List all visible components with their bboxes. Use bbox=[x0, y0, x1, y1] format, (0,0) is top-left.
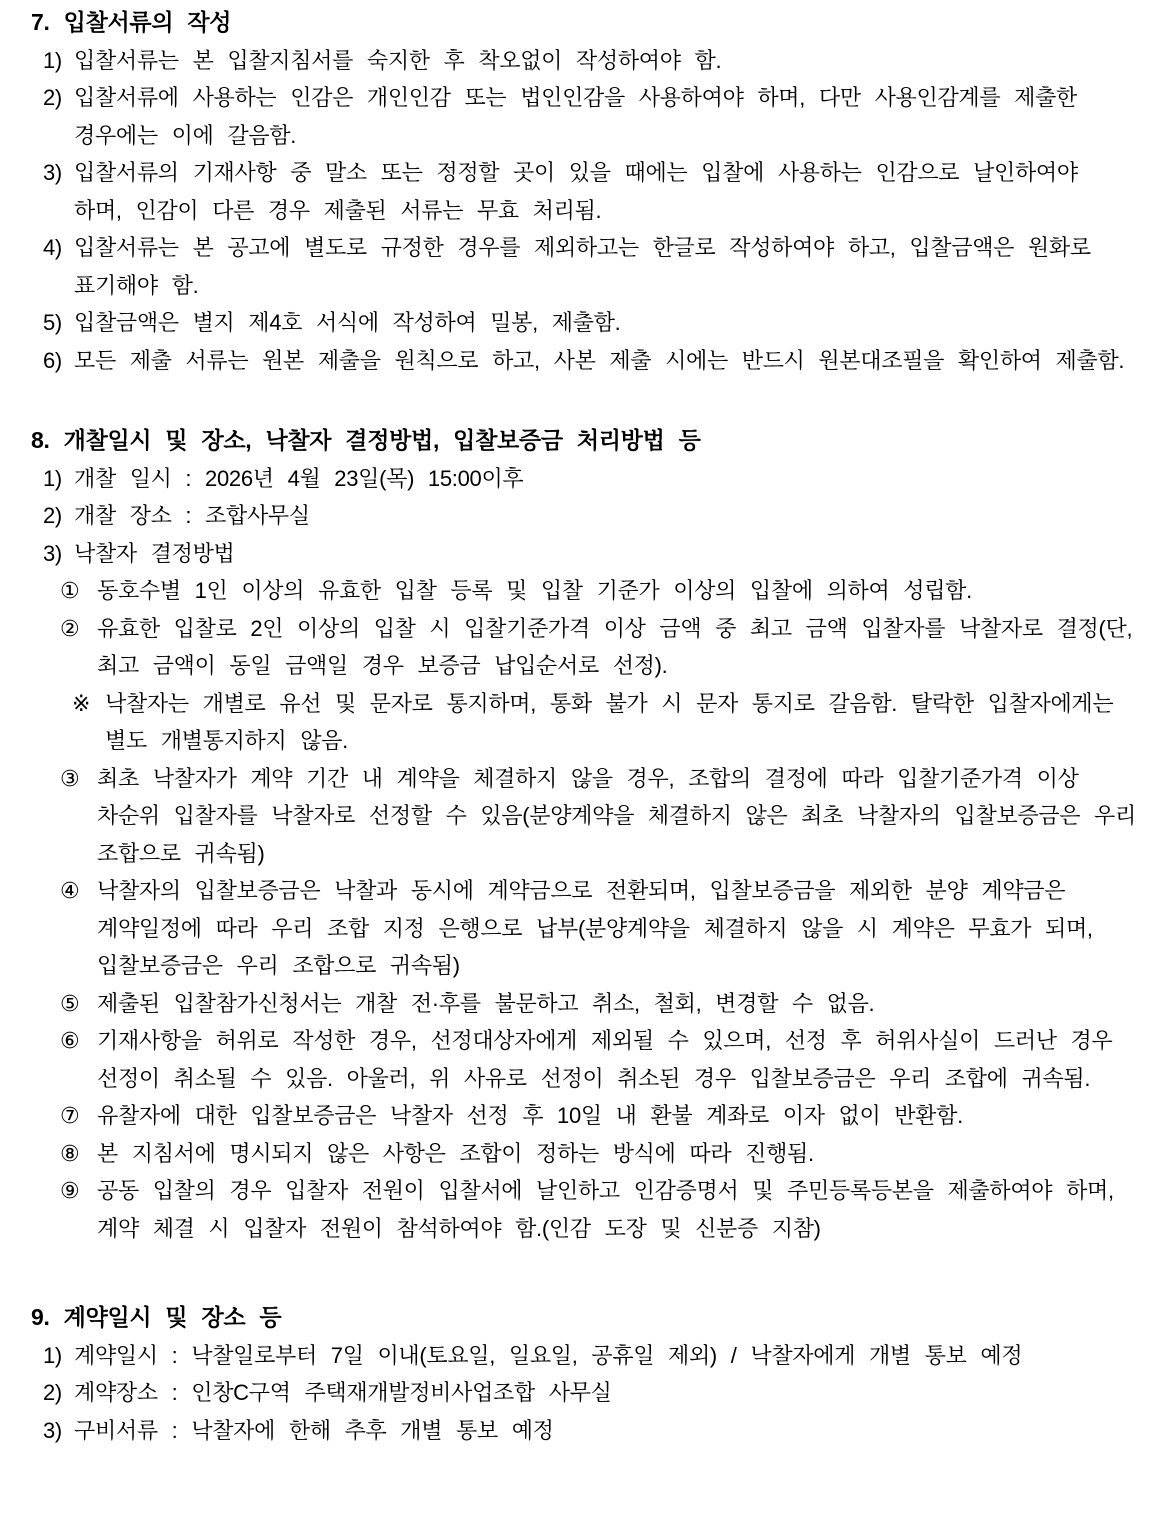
section-8 bbox=[31, 422, 1138, 1247]
item-marker: 3) bbox=[43, 540, 62, 566]
item-text: 공동 입찰의 경우 입찰자 전원이 입찰서에 날인하고 인감증명서 및 주민등록등본을 제출하여야 하며, 계약 체결 시 입찰자 전원이 참석하여야 함.(인감 도장 및 신분증 지참) bbox=[97, 1178, 1114, 1241]
s8-subitem-8 bbox=[60, 1135, 1138, 1173]
s9-item-1 bbox=[43, 1337, 1138, 1375]
s7-item-1 bbox=[43, 42, 1138, 80]
item-marker: 2) bbox=[43, 1380, 62, 1405]
s8-item-1 bbox=[43, 460, 1138, 498]
item-text: 동호수별 1인 이상의 유효한 입찰 등록 및 입찰 기준가 이상의 입찰에 의하여 성립함. bbox=[97, 578, 972, 603]
item-text: 계약일시 : 낙찰일로부터 7일 이내(토요일, 일요일, 공휴일 제외) / 낙찰자에게 개별 통보 예정 bbox=[74, 1342, 1023, 1368]
s8-subitem-4 bbox=[60, 872, 1138, 985]
item-text: 낙찰자 결정방법 bbox=[74, 540, 235, 566]
s7-item-5 bbox=[43, 304, 1138, 342]
item-marker: ② bbox=[60, 615, 80, 641]
section-7-heading: 7. 입찰서류의 작성 bbox=[31, 9, 232, 35]
item-text: 유효한 입찰로 2인 이상의 입찰 시 입찰기준가격 이상 금액 중 최고 금액 입찰자를 낙찰자로 결정(단, 최고 금액이 동일 금액일 경우 보증금 납입순서로 선정). bbox=[97, 615, 1133, 678]
item-marker: 1) bbox=[43, 1342, 62, 1368]
s8-subitem-2 bbox=[60, 610, 1138, 685]
item-text: 본 지침서에 명시되지 않은 사항은 조합이 정하는 방식에 따라 진행됨. bbox=[97, 1140, 814, 1166]
s7-item-3 bbox=[43, 154, 1138, 229]
item-text: 입찰서류에 사용하는 인감은 개인인감 또는 법인인감을 사용하여야 하며, 다만 사용인감계를 제출한 경우에는 이에 갈음함. bbox=[74, 85, 1077, 148]
reference-mark: ※ bbox=[72, 690, 91, 716]
item-marker: 3) bbox=[43, 160, 62, 185]
item-marker: ⑥ bbox=[60, 1028, 80, 1053]
item-marker: ③ bbox=[60, 765, 80, 791]
s7-item-2 bbox=[43, 79, 1138, 154]
item-marker: ⑧ bbox=[60, 1140, 80, 1166]
item-text: 구비서류 : 낙찰자에 한해 추후 개별 통보 예정 bbox=[74, 1417, 554, 1443]
s9-item-2 bbox=[43, 1374, 1138, 1412]
s8-subitem-6 bbox=[60, 1022, 1138, 1097]
item-marker: 2) bbox=[43, 503, 62, 528]
s7-item-6 bbox=[43, 342, 1138, 380]
item-text: 기재사항을 허위로 작성한 경우, 선정대상자에게 제외될 수 있으며, 선정 후 허위사실이 드러난 경우 선정이 취소될 수 있음. 아울러, 위 사유로 선정이 취소된 경우 입찰보증금은 우리 조합에 귀속됨. bbox=[97, 1028, 1113, 1091]
item-marker: 1) bbox=[43, 465, 62, 491]
item-text: 모든 제출 서류는 원본 제출을 원칙으로 하고, 사본 제출 시에는 반드시 원본대조필을 확인하여 제출함. bbox=[74, 347, 1125, 373]
item-text: 입찰금액은 별지 제4호 서식에 작성하여 밀봉, 제출함. bbox=[74, 310, 621, 335]
section-9 bbox=[31, 1299, 1138, 1449]
item-marker: 3) bbox=[43, 1417, 62, 1443]
s8-note bbox=[72, 685, 1138, 760]
item-marker: 6) bbox=[43, 347, 62, 373]
item-text: 개찰 일시 : 2026년 4월 23일(목) 15:00이후 bbox=[74, 465, 524, 491]
s8-subitem-1 bbox=[60, 572, 1138, 610]
s8-item-2 bbox=[43, 497, 1138, 535]
s8-subitem-7 bbox=[60, 1097, 1138, 1135]
item-text: 낙찰자는 개별로 유선 및 문자로 통지하며, 통화 불가 시 문자 통지로 갈음함. 탈락한 입찰자에게는 별도 개별통지하지 않음. bbox=[105, 690, 1114, 753]
item-marker: ④ bbox=[60, 878, 80, 903]
s7-item-4 bbox=[43, 229, 1138, 304]
s9-item-3 bbox=[43, 1412, 1138, 1450]
item-text: 최초 낙찰자가 계약 기간 내 계약을 체결하지 않을 경우, 조합의 결정에 따라 입찰기준가격 이상 차순위 입찰자를 낙찰자로 선정할 수 있음(분양계약을 체결하지 않은 최초 낙찰자의 입찰보증금은 우리 조합으로 귀속됨) bbox=[97, 765, 1136, 866]
s8-subitem-5 bbox=[60, 985, 1138, 1023]
item-text: 개찰 장소 : 조합사무실 bbox=[74, 503, 310, 528]
item-text: 입찰서류는 본 입찰지침서를 숙지한 후 착오없이 작성하여야 함. bbox=[74, 47, 722, 73]
item-text: 입찰서류는 본 공고에 별도로 규정한 경우를 제외하고는 한글로 작성하여야 하고, 입찰금액은 원화로 표기해야 함. bbox=[74, 235, 1091, 298]
item-marker: ① bbox=[60, 578, 80, 603]
item-marker: 2) bbox=[43, 85, 62, 110]
item-text: 입찰서류의 기재사항 중 말소 또는 정정할 곳이 있을 때에는 입찰에 사용하는 인감으로 날인하여야 하며, 인감이 다른 경우 제출된 서류는 무효 처리됨. bbox=[74, 160, 1078, 223]
item-marker: ⑦ bbox=[60, 1103, 80, 1128]
item-text: 계약장소 : 인창C구역 주택재개발정비사업조합 사무실 bbox=[74, 1380, 612, 1405]
item-marker: ⑨ bbox=[60, 1178, 80, 1203]
item-text: 유찰자에 대한 입찰보증금은 낙찰자 선정 후 10일 내 환불 계좌로 이자 없이 반환함. bbox=[97, 1103, 963, 1128]
s8-item-3 bbox=[43, 535, 1138, 573]
item-marker: ⑤ bbox=[60, 990, 80, 1016]
item-marker: 5) bbox=[43, 310, 62, 335]
s8-subitem-9 bbox=[60, 1172, 1138, 1247]
section-8-heading: 8. 개찰일시 및 장소, 낙찰자 결정방법, 입찰보증금 처리방법 등 bbox=[31, 427, 701, 453]
item-marker: 1) bbox=[43, 47, 62, 73]
item-text: 제출된 입찰참가신청서는 개찰 전·후를 불문하고 취소, 철회, 변경할 수 없음. bbox=[97, 990, 875, 1016]
s8-subitem-3 bbox=[60, 760, 1138, 873]
item-marker: 4) bbox=[43, 235, 62, 260]
item-text: 낙찰자의 입찰보증금은 낙찰과 동시에 계약금으로 전환되며, 입찰보증금을 제외한 분양 계약금은 계약일정에 따라 우리 조합 지정 은행으로 납부(분양계약을 체결하지 않을 시 계약은 무효가 되며, 입찰보증금은 우리 조합으로 귀속됨) bbox=[97, 878, 1093, 978]
section-9-heading: 9. 계약일시 및 장소 등 bbox=[31, 1304, 282, 1330]
section-7 bbox=[31, 4, 1138, 379]
